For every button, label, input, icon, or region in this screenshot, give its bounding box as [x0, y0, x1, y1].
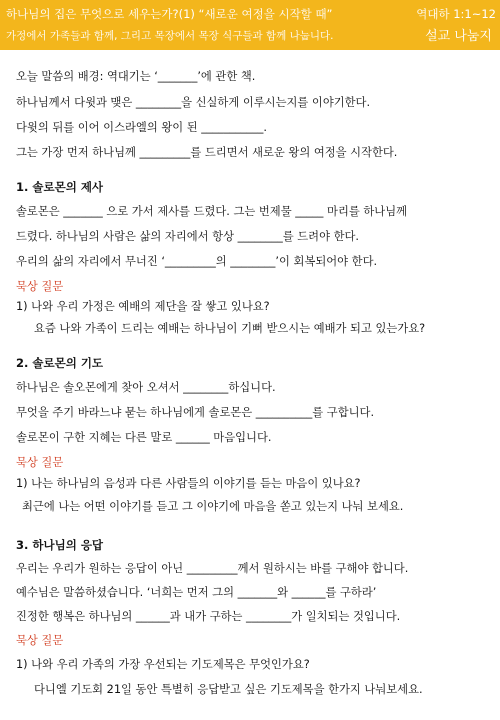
intro-line: 다윗의 뒤를 이어 이스라엘의 왕이 된 ___________.	[16, 121, 267, 134]
section-line: 우리의 삶의 자리에서 무너진 ‘_________의 ________’이 회복되어야 한다.	[16, 255, 378, 268]
intro-line: 그는 가장 먼저 하나님께 _________를 드리면서 새로운 왕의 여정을 시작한다.	[16, 146, 398, 159]
meditation-label: 묵상 질문	[16, 634, 64, 647]
meditation-question: 1) 나는 하나님의 음성과 다른 사람들의 이야기를 듣는 마음이 있나요?	[16, 477, 361, 490]
meditation-label: 묵상 질문	[16, 456, 64, 469]
meditation-question: 1) 나와 우리 가족의 가장 우선되는 기도제목은 무엇인가요?	[16, 658, 310, 671]
section-line: 우리는 우리가 원하는 응답이 아닌 _________께서 원하시는 바를 구해야 합니다.	[16, 562, 409, 575]
intro-line: 하나님께서 다윗과 맺은 ________을 신실하게 이루시는지를 이야기한다.	[16, 96, 371, 109]
section-line: 솔로몬이 구한 지혜는 다른 말로 ______ 마음입니다.	[16, 431, 272, 444]
section-line: 드렸다. 하나님의 사람은 삶의 자리에서 항상 ________를 드려야 한다.	[16, 230, 360, 243]
intro-line: 오늘 말씀의 배경: 역대기는 ‘_______’에 관한 책.	[16, 70, 256, 83]
section-line: 무엇을 주기 바라느냐 묻는 하나님에게 솔로몬은 __________를 구합니다.	[16, 406, 375, 419]
sermon-title-row	[6, 6, 496, 22]
section-line: 진정한 행복은 하나님의 ______과 내가 구하는 ________가 일치되는 것입니다.	[16, 610, 401, 623]
section-title: 2. 솔로몬의 기도	[16, 356, 104, 370]
scripture-reference: 역대하 1:1~12	[416, 7, 496, 21]
meditation-detail: 최근에 나는 어떤 이야기를 듣고 그 이야기에 마음을 쏟고 있는지 나눠 보세요.	[22, 500, 404, 513]
sermon-subtitle: 가정에서 가족들과 함께, 그리고 목장에서 목장 식구들과 함께 나눕니다.	[6, 30, 334, 42]
section-line: 예수님은 말씀하셨습니다. ‘너희는 먼저 그의 _______와 ______를 구하라’	[16, 586, 377, 599]
header-banner	[0, 0, 500, 50]
meditation-detail: 요즘 나와 가족이 드리는 예배는 하나님이 기뻐 받으시는 예배가 되고 있는가요?	[34, 322, 426, 335]
meditation-label: 묵상 질문	[16, 280, 64, 293]
handout-label: 설교 나눔지	[425, 29, 492, 44]
meditation-question: 1) 나와 우리 가정은 예배의 제단을 잘 쌓고 있나요?	[16, 300, 270, 313]
section-title: 1. 솔로몬의 제사	[16, 180, 104, 194]
section-line: 솔로몬은 _______ 으로 가서 제사를 드렸다. 그는 번제물 _____ 마리를 하나님께	[16, 205, 408, 218]
section-line: 하나님은 솔오몬에게 찾아 오셔서 ________하십니다.	[16, 381, 276, 394]
sermon-title: 하나님의 집은 무엇으로 세우는가?(1) “새로운 여정을 시작할 때”	[6, 7, 333, 21]
meditation-detail: 다니엘 기도회 21일 동안 특별히 응답받고 싶은 기도제목을 한가지 나눠보세요.	[34, 683, 423, 696]
section-title: 3. 하나님의 응답	[16, 538, 104, 552]
